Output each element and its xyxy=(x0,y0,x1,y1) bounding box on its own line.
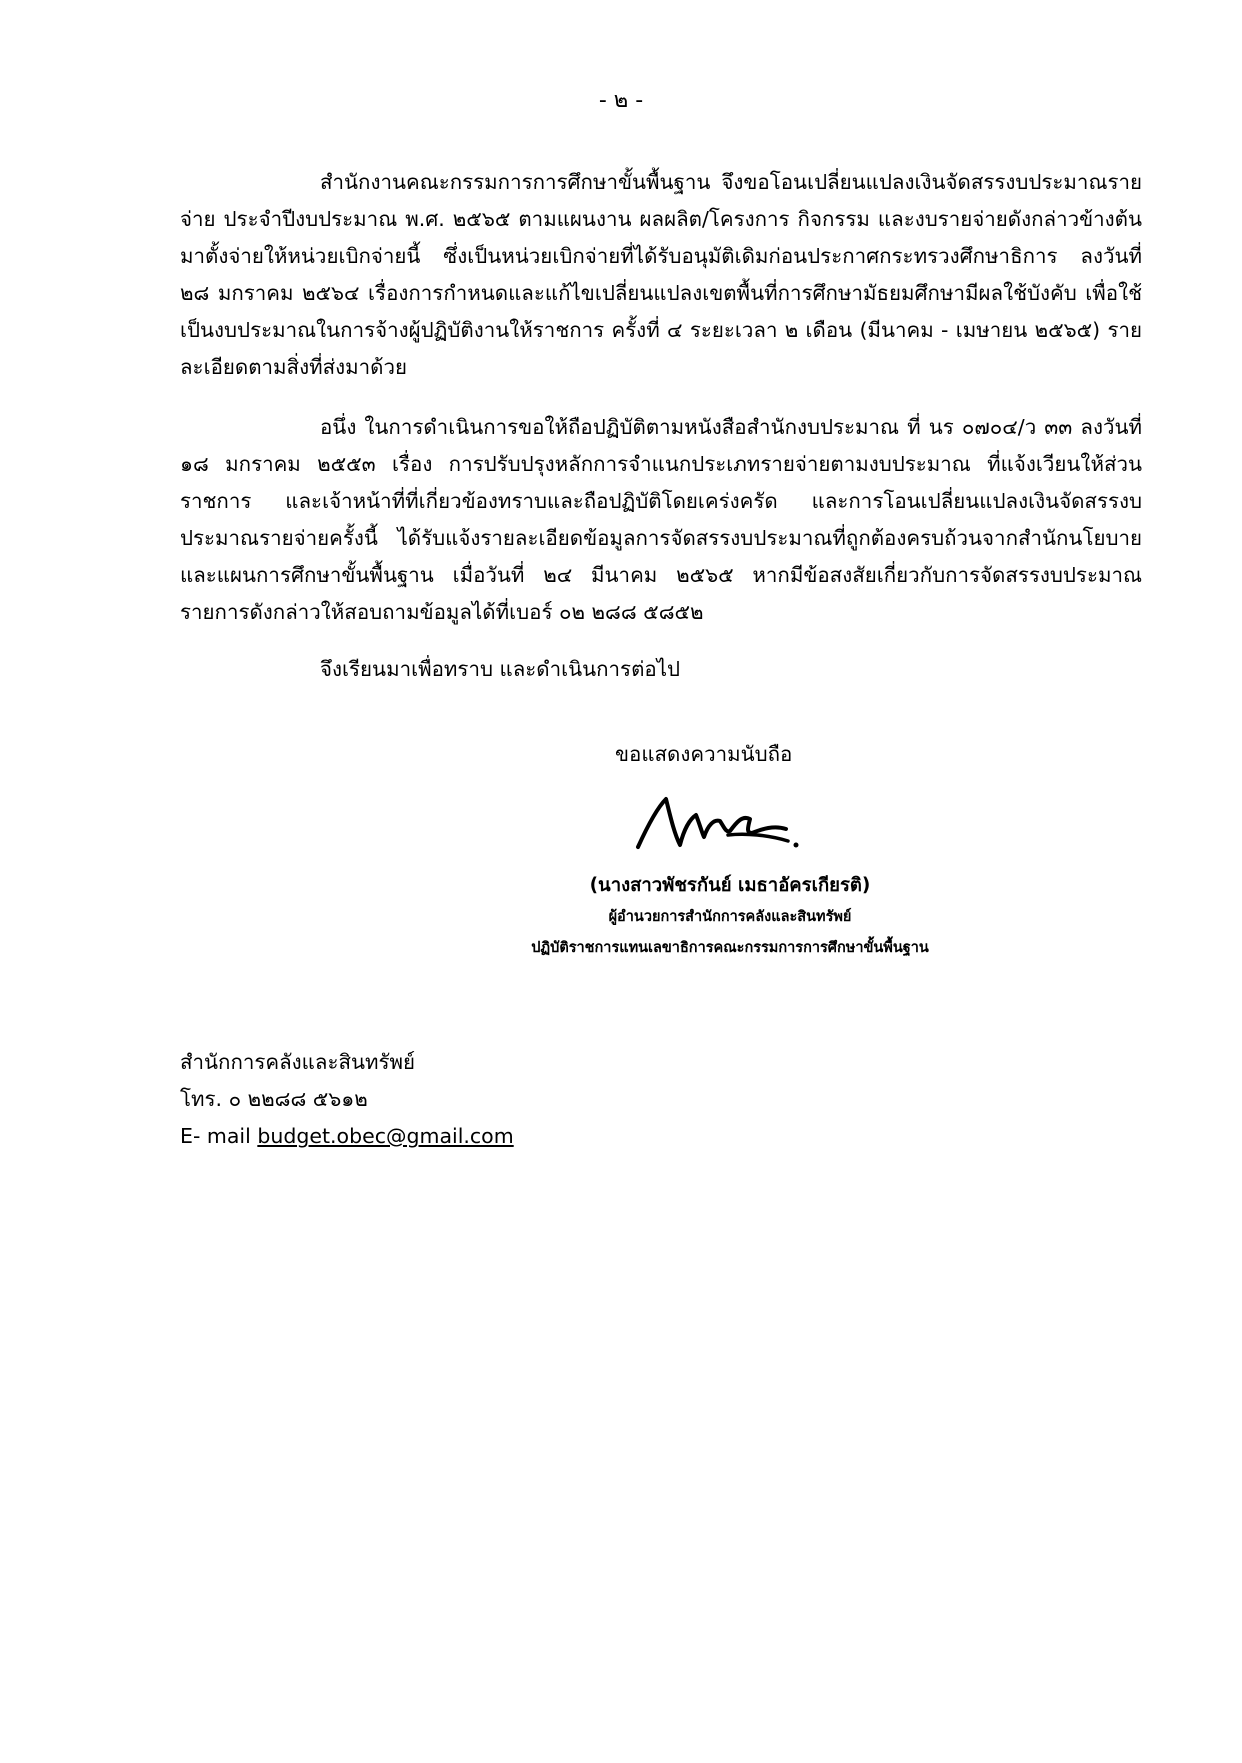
signatory-block xyxy=(400,870,1060,964)
contact-office: สำนักการคลังและสินทรัพย์ xyxy=(180,1050,416,1074)
paragraph-text: สำนักงานคณะกรรมการการศึกษาขั้นพื้นฐาน จึงขอโอนเปลี่ยนแปลงเงินจัดสรรงบประมาณรายจ่าย ประจำปีงบประมาณ พ.ศ. ๒๕๖๕ ตามแผนงาน ผลผลิต/โครงการ กิจกรรม และงบรายจ่ายดังกล่าวข้างต้นมาตั้งจ่ายให้หน่วยเบิกจ่ายนี้ ซึ่งเป็นหน่วยเบิกจ่ายที่ได้รับอนุมัติเดิมก่อนประกาศกระทรวงศึกษาธิการ ลงวันที่ ๒๘ มกราคม ๒๕๖๔ เรื่องการกำหนดและแก้ไขเปลี่ยนแปลงเขตพื้นที่การศึกษามัธยมศึกษามีผลใช้บังคับ เพื่อใช้เป็นงบประมาณในการจ้างผู้ปฏิบัติงานให้ราชการ ครั้งที่ ๔ ระยะเวลา ๒ เดือน (มีนาคม - เมษายน ๒๕๖๕) รายละเอียดตามสิ่งที่ส่งมาด้วย xyxy=(180,170,1142,379)
email-link[interactable]: budget.obec@gmail.com xyxy=(257,1124,514,1148)
signatory-title: ผู้อำนวยการสำนักการคลังและสินทรัพย์ xyxy=(608,909,852,925)
handwritten-signature xyxy=(630,785,800,865)
paragraph-text: จึงเรียนมาเพื่อทราบ และดำเนินการต่อไป xyxy=(320,657,681,681)
closing-salutation: ขอแสดงความนับถือ xyxy=(615,742,793,766)
signatory-acting-title: ปฏิบัติราชการแทนเลขาธิการคณะกรรมการการศึกษาขั้นพื้นฐาน xyxy=(531,940,929,956)
contact-block xyxy=(180,1044,514,1155)
email-label: E- mail xyxy=(180,1124,251,1148)
signatory-name: (นางสาวพัชรกันย์ เมธาอัครเกียรติ) xyxy=(589,875,871,896)
contact-phone: โทร. ๐ ๒๒๘๘ ๕๖๑๒ xyxy=(180,1087,368,1111)
paragraph-text: อนึ่ง ในการดำเนินการขอให้ถือปฏิบัติตามหนังสือสำนักงบประมาณ ที่ นร ๐๗๐๔/ว ๓๓ ลงวันที่ ๑๘ มกราคม ๒๕๕๓ เรื่อง การปรับปรุงหลักการจำแนกประเภทรายจ่ายตามงบประมาณ ที่แจ้งเวียนให้ส่วนราชการ และเจ้าหน้าที่ที่เกี่ยวข้องทราบและถือปฏิบัติโดยเคร่งครัด และการโอนเปลี่ยนแปลงเงินจัดสรรงบประมาณรายจ่ายครั้งนี้ ได้รับแจ้งรายละเอียดข้อมูลการจัดสรรงบประมาณที่ถูกต้องครบถ้วนจากสำนักนโยบายและแผนการศึกษาขั้นพื้นฐาน เมื่อวันที่ ๒๔ มีนาคม ๒๕๖๕ หากมีข้อสงสัยเกี่ยวกับการจัดสรรงบประมาณรายการดังกล่าวให้สอบถามข้อมูลได้ที่เบอร์ ๐๒ ๒๘๘ ๕๘๕๒ xyxy=(180,415,1142,624)
page-number: - ๒ - xyxy=(598,88,644,113)
paragraph-budget-transfer xyxy=(180,164,1142,386)
paragraph-request xyxy=(180,651,1142,688)
contact-email-row xyxy=(180,1118,514,1155)
paragraph-compliance-note xyxy=(180,409,1142,631)
